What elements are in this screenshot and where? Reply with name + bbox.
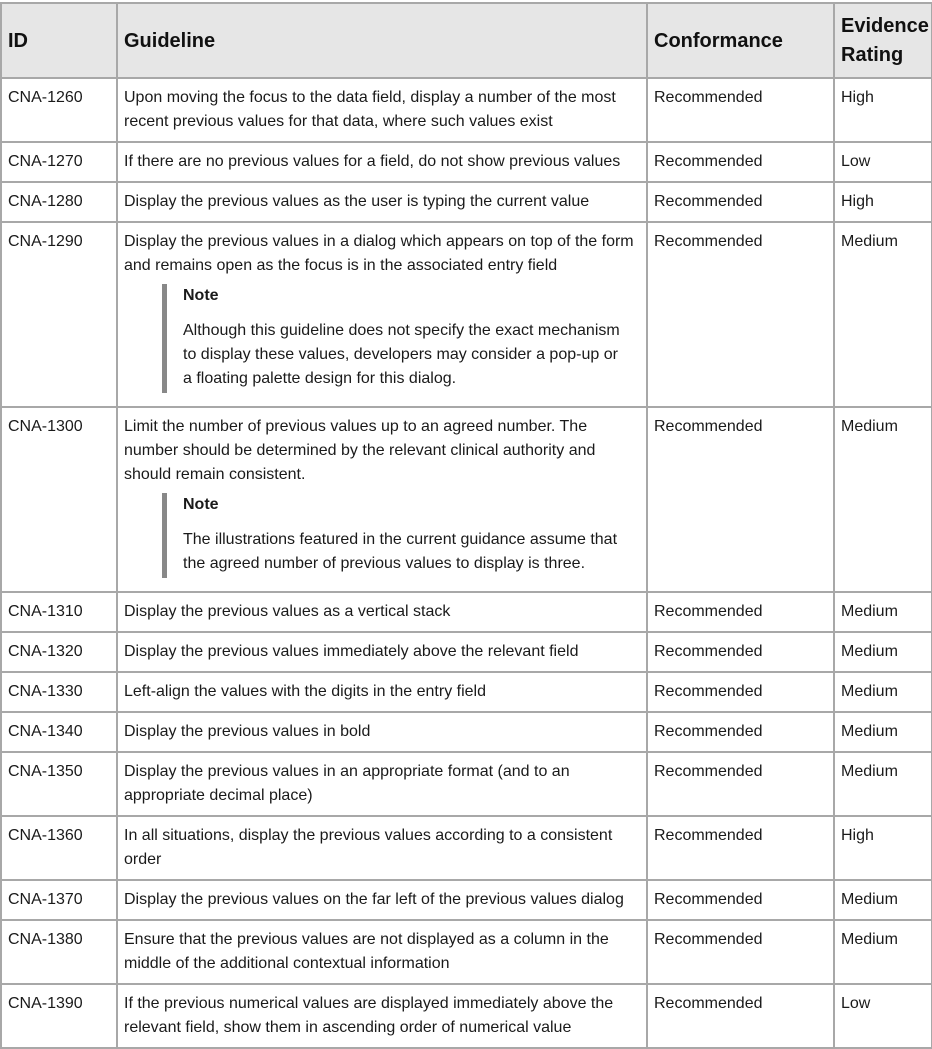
- cell-evidence: Medium: [834, 712, 932, 752]
- cell-id: CNA-1310: [1, 592, 117, 632]
- cell-conformance: Recommended: [647, 712, 834, 752]
- cell-evidence: Low: [834, 142, 932, 182]
- cell-guideline: Left-align the values with the digits in the entry field: [117, 672, 647, 712]
- note-title: Note: [183, 496, 219, 513]
- table-header-row: [1, 3, 932, 78]
- cell-id: CNA-1260: [1, 78, 117, 142]
- cell-guideline: Ensure that the previous values are not displayed as a column in the middle of the additional contextual information: [117, 920, 647, 984]
- table-row: [1, 222, 932, 407]
- cell-guideline: In all situations, display the previous values according to a consistent order: [117, 816, 647, 880]
- cell-evidence: Medium: [834, 407, 932, 592]
- header-evidence-rating: Evidence Rating: [834, 3, 932, 78]
- cell-id: CNA-1270: [1, 142, 117, 182]
- cell-evidence: High: [834, 816, 932, 880]
- cell-conformance: Recommended: [647, 632, 834, 672]
- cell-evidence: Medium: [834, 222, 932, 407]
- table-row: [1, 142, 932, 182]
- cell-id: CNA-1320: [1, 632, 117, 672]
- note-body: The illustrations featured in the current guidance assume that the agreed number of previous values to display is three.: [183, 531, 618, 572]
- table-row: [1, 632, 932, 672]
- cell-conformance: Recommended: [647, 407, 834, 592]
- cell-guideline: Display the previous values as the user is typing the current value: [117, 182, 647, 222]
- table-row: [1, 880, 932, 920]
- table-row: [1, 672, 932, 712]
- cell-guideline: Display the previous values as a vertical stack: [117, 592, 647, 632]
- cell-id: CNA-1350: [1, 752, 117, 816]
- cell-evidence: Medium: [834, 592, 932, 632]
- cell-conformance: Recommended: [647, 222, 834, 407]
- table-row: [1, 182, 932, 222]
- cell-guideline: Display the previous values in bold: [117, 712, 647, 752]
- cell-conformance: Recommended: [647, 752, 834, 816]
- cell-evidence: High: [834, 182, 932, 222]
- cell-conformance: Recommended: [647, 592, 834, 632]
- cell-conformance: Recommended: [647, 142, 834, 182]
- cell-guideline: Display the previous values immediately above the relevant field: [117, 632, 647, 672]
- table-row: [1, 816, 932, 880]
- cell-guideline: Display the previous values in an appropriate format (and to an appropriate decimal place): [117, 752, 647, 816]
- table-row: [1, 712, 932, 752]
- cell-conformance: Recommended: [647, 880, 834, 920]
- cell-evidence: Medium: [834, 880, 932, 920]
- table-row: [1, 984, 932, 1048]
- cell-id: CNA-1300: [1, 407, 117, 592]
- cell-conformance: Recommended: [647, 984, 834, 1048]
- cell-guideline: Upon moving the focus to the data field, display a number of the most recent previous values for that data, where such values exist: [117, 78, 647, 142]
- cell-conformance: Recommended: [647, 182, 834, 222]
- table-row: [1, 407, 932, 592]
- guidelines-table: [0, 2, 932, 1049]
- cell-id: CNA-1290: [1, 222, 117, 407]
- header-conformance: Conformance: [647, 3, 834, 78]
- cell-guideline: [117, 407, 647, 592]
- guideline-text: Limit the number of previous values up to an agreed number. The number should be determined by the relevant clinical authority and should remain consistent.: [124, 418, 596, 483]
- cell-evidence: Medium: [834, 920, 932, 984]
- cell-id: CNA-1340: [1, 712, 117, 752]
- cell-conformance: Recommended: [647, 920, 834, 984]
- cell-evidence: Low: [834, 984, 932, 1048]
- cell-evidence: Medium: [834, 672, 932, 712]
- cell-id: CNA-1330: [1, 672, 117, 712]
- guideline-text: Display the previous values in a dialog which appears on top of the form and remains open as the focus is in the associated entry field: [124, 233, 634, 274]
- cell-conformance: Recommended: [647, 816, 834, 880]
- cell-guideline: Display the previous values on the far left of the previous values dialog: [117, 880, 647, 920]
- table-row: [1, 920, 932, 984]
- cell-conformance: Recommended: [647, 78, 834, 142]
- cell-evidence: High: [834, 78, 932, 142]
- header-id: ID: [1, 3, 117, 78]
- note-body: Although this guideline does not specify the exact mechanism to display these values, developers may consider a pop-up or a floating palette design for this dialog.: [183, 322, 620, 387]
- table-row: [1, 78, 932, 142]
- table-row: [1, 752, 932, 816]
- note-title: Note: [183, 287, 219, 304]
- cell-conformance: Recommended: [647, 672, 834, 712]
- note-callout: [162, 493, 640, 578]
- header-guideline: Guideline: [117, 3, 647, 78]
- table-row: [1, 592, 932, 632]
- cell-evidence: Medium: [834, 632, 932, 672]
- cell-id: CNA-1370: [1, 880, 117, 920]
- cell-guideline: If there are no previous values for a field, do not show previous values: [117, 142, 647, 182]
- cell-id: CNA-1390: [1, 984, 117, 1048]
- cell-guideline: [117, 222, 647, 407]
- note-callout: [162, 284, 640, 393]
- cell-id: CNA-1280: [1, 182, 117, 222]
- cell-guideline: If the previous numerical values are displayed immediately above the relevant field, show them in ascending order of numerical value: [117, 984, 647, 1048]
- cell-id: CNA-1380: [1, 920, 117, 984]
- cell-id: CNA-1360: [1, 816, 117, 880]
- cell-evidence: Medium: [834, 752, 932, 816]
